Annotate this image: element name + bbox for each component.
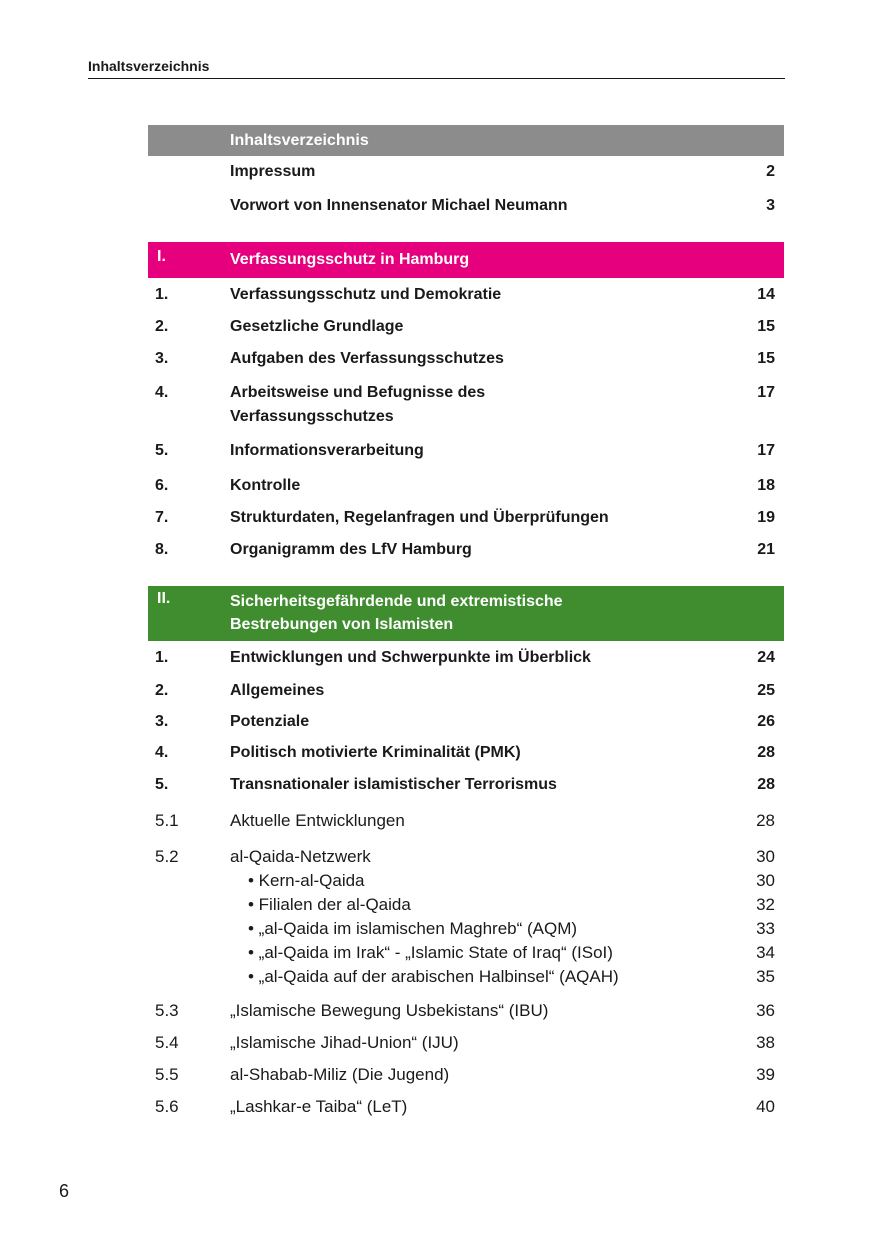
entry-title: Impressum [230, 163, 316, 180]
entry-page: 39 [756, 1065, 775, 1084]
entry-page: 15 [757, 318, 775, 335]
entry-number: 5.5 [155, 1065, 179, 1084]
entry-number: 2. [155, 318, 169, 335]
entry-page: 14 [757, 286, 775, 303]
entry-title: Aufgaben des Verfassungsschutzes [230, 350, 504, 367]
entry-page: 28 [757, 744, 775, 761]
entry-title: Verfassungsschutz und Demokratie [230, 286, 502, 303]
entry-title: Gesetzliche Grundlage [230, 318, 404, 335]
entry-page: 21 [757, 541, 775, 558]
section-band-1 [148, 242, 784, 278]
section-title [230, 590, 563, 636]
entry-number: 5.2 [155, 847, 179, 866]
section-title: Verfassungsschutz in Hamburg [230, 251, 470, 268]
entry-page: 17 [757, 384, 775, 401]
entry-title: Arbeitsweise und Befugnisse des [230, 384, 486, 401]
entry-number: 4. [155, 384, 169, 401]
running-head: Inhaltsverzeichnis [88, 58, 785, 79]
section-title-line2: Bestrebungen von Islamisten [230, 616, 454, 633]
entry-title: Entwicklungen und Schwerpunkte im Überblick [230, 649, 591, 666]
entry-number: 3. [155, 713, 169, 730]
entry-page: 2 [766, 163, 775, 180]
entry-title: Potenziale [230, 713, 310, 730]
entry-title: „Islamische Jihad-Union“ (IJU) [230, 1033, 459, 1052]
entry-page: 18 [757, 477, 775, 494]
entry-page: 25 [757, 682, 775, 699]
entry-number: 1. [155, 286, 169, 303]
entry-title: Informationsverarbeitung [230, 442, 424, 459]
entry-number: 8. [155, 541, 169, 558]
entry-number: 2. [155, 682, 169, 699]
entry-number: 5.3 [155, 1001, 179, 1020]
entry-title: Transnationaler islamistischer Terrorismus [230, 776, 557, 793]
entry-number: 5. [155, 776, 169, 793]
entry-title: al-Qaida-Netzwerk [230, 847, 371, 866]
toc-bullet-item[interactable]: • „al-Qaida im islamischen Maghreb“ (AQM) [248, 919, 578, 938]
entry-page: 40 [756, 1097, 775, 1116]
toc-bullet-item[interactable]: • Kern-al-Qaida [248, 871, 365, 890]
entry-number: 4. [155, 744, 169, 761]
entry-number: 3. [155, 350, 169, 367]
section-number: I. [157, 248, 166, 265]
entry-page: 38 [756, 1033, 775, 1052]
entry-title: al-Shabab-Miliz (Die Jugend) [230, 1065, 450, 1084]
entry-page: 30 [756, 847, 775, 866]
entry-page: 28 [757, 776, 775, 793]
bullet-page: 33 [756, 919, 775, 938]
entry-title: Organigramm des LfV Hamburg [230, 541, 472, 558]
entry-title: „Islamische Bewegung Usbekistans“ (IBU) [230, 1001, 549, 1020]
entry-page: 26 [757, 713, 775, 730]
section-band-2 [148, 586, 784, 641]
entry-page: 17 [757, 442, 775, 459]
toc-bullet-item[interactable]: • Filialen der al-Qaida [248, 895, 411, 914]
entry-number: 5.4 [155, 1033, 179, 1052]
entry-number: 5. [155, 442, 169, 459]
toc-header-title: Inhaltsverzeichnis [230, 132, 369, 149]
bullet-page: 34 [756, 943, 775, 962]
entry-number: 6. [155, 477, 169, 494]
entry-title: Aktuelle Entwicklungen [230, 811, 405, 830]
entry-number: 7. [155, 509, 169, 526]
entry-page: 19 [757, 509, 775, 526]
entry-title: Vorwort von Innensenator Michael Neumann [230, 197, 568, 214]
entry-page: 36 [756, 1001, 775, 1020]
entry-number: 5.6 [155, 1097, 179, 1116]
toc-bullet-item[interactable]: • „al-Qaida auf der arabischen Halbinsel“ (AQAH) [248, 967, 619, 986]
bullet-page: 32 [756, 895, 775, 914]
entry-page: 15 [757, 350, 775, 367]
page-number: 6 [59, 1181, 70, 1201]
entry-page: 24 [757, 649, 775, 666]
section-title-line1: Sicherheitsgefährdende und extremistische [230, 593, 563, 610]
entry-title: „Lashkar-e Taiba“ (LeT) [230, 1097, 408, 1116]
entry-title: Kontrolle [230, 477, 301, 494]
bullet-page: 30 [756, 871, 775, 890]
toc-bullet-item[interactable]: • „al-Qaida im Irak“ - „Islamic State of Iraq“ (ISoI) [248, 943, 613, 962]
entry-page: 28 [756, 811, 775, 830]
entry-title: Strukturdaten, Regelanfragen und Überprüfungen [230, 509, 609, 526]
entry-title: Politisch motivierte Kriminalität (PMK) [230, 744, 521, 761]
section-number: II. [157, 590, 171, 607]
entry-number: 5.1 [155, 811, 179, 830]
entry-title: Allgemeines [230, 682, 325, 699]
toc-header-band [148, 125, 784, 156]
entry-page: 3 [766, 197, 775, 214]
entry-title-line2: Verfassungsschutzes [230, 408, 394, 425]
bullet-page: 35 [756, 967, 775, 986]
entry-number: 1. [155, 649, 169, 666]
